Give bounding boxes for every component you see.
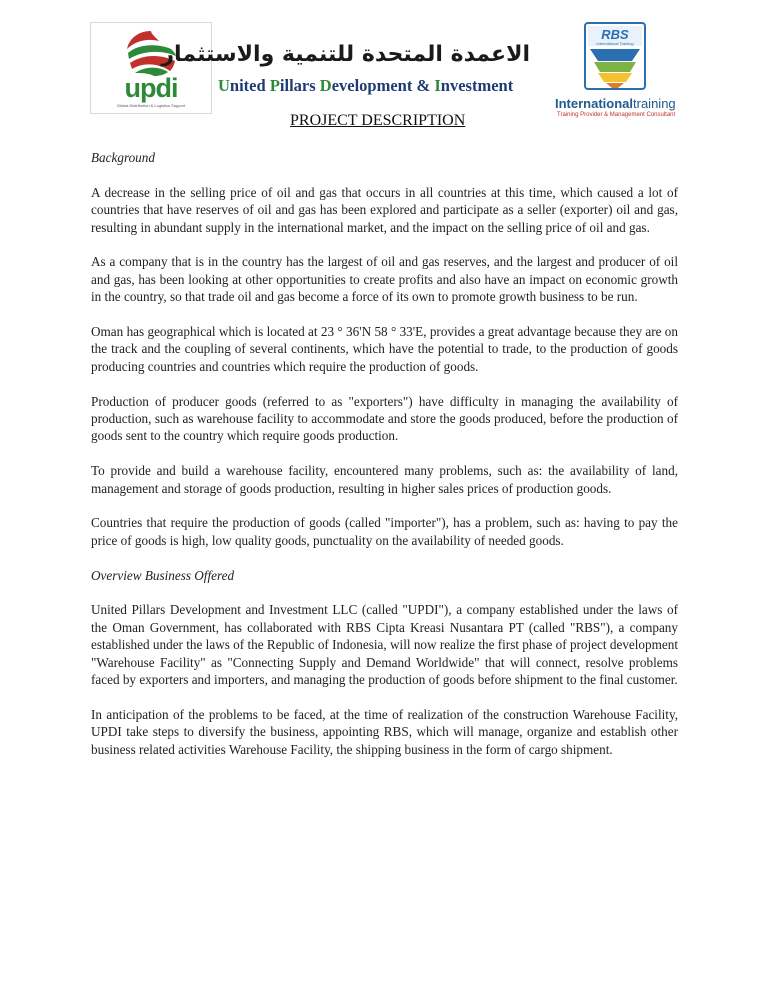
document-title: PROJECT DESCRIPTION	[290, 112, 466, 129]
company-name-arabic: الاعمدة المتحدة للتنمية والاستثمار	[161, 42, 530, 67]
company-name-segment: nvestment	[440, 76, 514, 95]
body-paragraph: United Pillars Development and Investment LLC (called "UPDI"), a company established under the laws of the Oman Government, has collaborated with RBS Cipta Kreasi Nusantara PT (called "RBS"), a company established under the laws of the Republic of Indonesia, will now realize the first phase of project development "Warehouse Facility" as "Connecting Supply and Demand Worldwide" that will connect, resolve problems faced by exporters and importers, and managing the production of goods before shipment to the final customer.	[91, 602, 678, 688]
body-paragraph: To provide and build a warehouse facility, encountered many problems, such as: the availability of land, management and storage of goods production, resulting in higher sales prices of production goods.	[91, 463, 678, 496]
body-paragraph: Countries that require the production of goods (called "importer"), has a problem, such as: having to pay the price of goods is high, low quality goods, punctuality on the availability of needed goods.	[91, 515, 678, 548]
rbs-badge-text: RBS	[601, 27, 629, 42]
rbs-badge-icon	[584, 22, 646, 92]
section-heading: Overview Business Offered	[91, 567, 235, 583]
company-name-initial: P	[269, 76, 280, 95]
rbs-badge-subtext: International Training	[596, 41, 634, 46]
company-name-segment: illars	[279, 76, 320, 95]
updi-subtitle: Global Distribution & Logistics Support	[116, 103, 186, 108]
body-paragraph: As a company that is in the country has the largest of oil and gas reserves, and the largest and producer of oil and gas, has been looking at other opportunities to create profits and also have an impact on economic growth in the country, so that trade oil and gas become a force of its own to promote growth business to be run.	[91, 254, 678, 305]
company-name-segment: evelopment &	[331, 76, 435, 95]
rbs-wordmark-light: training	[633, 96, 676, 111]
body-paragraph: In anticipation of the problems to be faced, at the time of realization of the construction Warehouse Facility, UPDI take steps to diversify the business, appointing RBS, which will manage, organize and establish other business related activities Warehouse Facility, the shipping business in the form of cargo shipment.	[91, 706, 678, 757]
company-name-initial: U	[218, 76, 230, 95]
body-paragraph: Oman has geographical which is located at 23 ° 36'N 58 ° 33'E, provides a great advantage because they are on the track and the coupling of several continents, which have the potential to trade, to the production of goods producing countries and countries which require the production of goods.	[91, 324, 678, 374]
rbs-wordmark-bold: International	[555, 96, 634, 111]
body-paragraph: A decrease in the selling price of oil and gas that occurs in all countries at this time, which caused a lot of countries that have reserves of oil and gas has been explored and participate as a seller (exporter) oil and gas, resulting in abundant supply in the international market, and the impact on the selling price of oil and gas.	[91, 184, 678, 235]
rbs-tagline: Training Provider & Management Consultant	[557, 112, 676, 118]
rbs-wordmark	[555, 96, 676, 111]
updi-logo	[90, 22, 212, 114]
document-body	[91, 149, 678, 775]
company-name-initial: I	[434, 76, 441, 95]
company-name-segment: nited	[229, 76, 270, 95]
company-name	[218, 76, 513, 96]
body-paragraph: Production of producer goods (referred to as "exporters") have difficulty in managing the availability of production, such as warehouse facility to accommodate and store the goods produced, before the production of goods sent to the country which require goods production.	[91, 393, 678, 444]
section-heading: Background	[91, 150, 155, 165]
updi-wordmark: updi	[124, 73, 178, 103]
company-name-initial: D	[319, 76, 332, 95]
